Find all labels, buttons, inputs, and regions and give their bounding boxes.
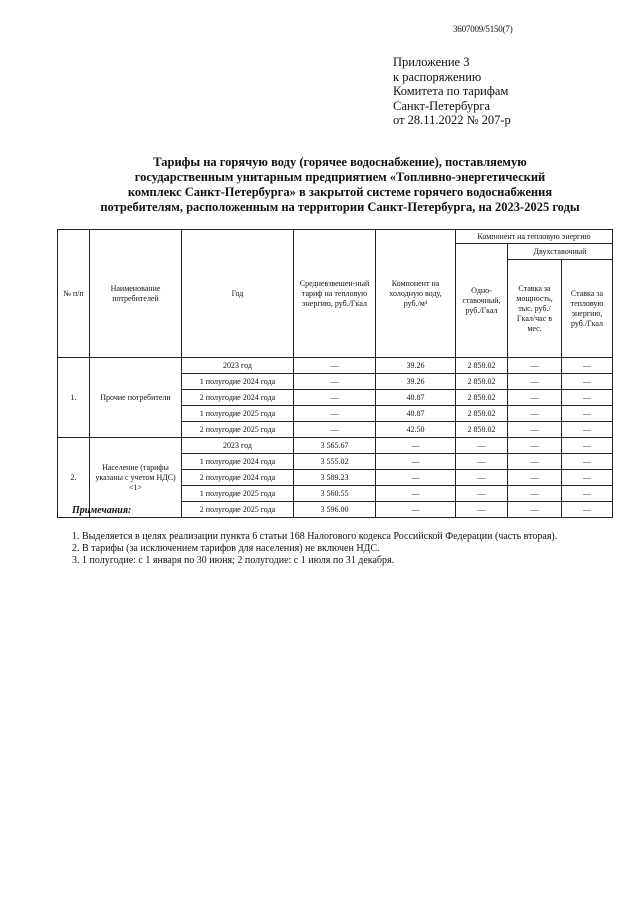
cell-one-rate: —: [456, 438, 508, 454]
header-two-rate-group: Двухставочный: [508, 244, 613, 260]
cell-one-rate: 2 850.02: [456, 406, 508, 422]
cell-year: 2 полугодие 2025 года: [182, 502, 294, 518]
note-item: 2. В тарифы (за исключением тарифов для населения) не включен НДС.: [72, 543, 380, 554]
cell-one-rate: 2 850.02: [456, 374, 508, 390]
cell-consumer-name: Население (тарифы указаны с учетом НДС) <1>: [90, 438, 182, 518]
cell-avg-tariff: —: [294, 358, 376, 374]
cell-power-rate: —: [508, 486, 562, 502]
cell-energy-rate: —: [562, 502, 613, 518]
cell-avg-tariff: 3 555.02: [294, 454, 376, 470]
cell-one-rate: —: [456, 470, 508, 486]
cell-num: 1.: [58, 358, 90, 438]
cell-cold-water: 39.26: [376, 358, 456, 374]
cell-energy-rate: —: [562, 358, 613, 374]
cell-avg-tariff: —: [294, 374, 376, 390]
tariffs-table: [57, 229, 613, 518]
cell-cold-water: —: [376, 486, 456, 502]
cell-one-rate: —: [456, 502, 508, 518]
cell-cold-water: —: [376, 454, 456, 470]
cell-power-rate: —: [508, 358, 562, 374]
cell-one-rate: —: [456, 454, 508, 470]
cell-avg-tariff: 3 560.55: [294, 486, 376, 502]
cell-power-rate: —: [508, 454, 562, 470]
cell-power-rate: —: [508, 438, 562, 454]
cell-cold-water: 39.26: [376, 374, 456, 390]
title-line: комплекс Санкт-Петербурга» в закрытой системе горячего водоснабжения: [127, 185, 553, 199]
cell-year: 2 полугодие 2025 года: [182, 422, 294, 438]
cell-one-rate: 2 850.02: [456, 358, 508, 374]
cell-power-rate: —: [508, 502, 562, 518]
table-body: [58, 358, 613, 518]
cell-num: 2.: [58, 438, 90, 518]
cell-power-rate: —: [508, 422, 562, 438]
cell-avg-tariff: 3 565.67: [294, 438, 376, 454]
header-name: Наименование потребителей: [90, 230, 182, 358]
cell-energy-rate: —: [562, 374, 613, 390]
note-item: 3. 1 полугодие: с 1 января по 30 июня; 2 полугодие: с 1 июля по 31 декабря.: [72, 555, 395, 566]
cell-energy-rate: —: [562, 438, 613, 454]
title-line: государственным унитарным предприятием «Топливно-энергетический: [134, 170, 546, 184]
header-power-rate: Ставка за мощность, тыс. руб./Гкал/час в мес.: [508, 260, 562, 358]
cell-energy-rate: —: [562, 486, 613, 502]
document-number: 3607009/5150(7): [453, 24, 513, 34]
table-row: [58, 358, 613, 374]
header-num: № п/п: [58, 230, 90, 358]
appendix-line: Приложение 3: [393, 55, 470, 69]
cell-year: 2 полугодие 2024 года: [182, 470, 294, 486]
cell-power-rate: —: [508, 374, 562, 390]
appendix-line: к распоряжению: [393, 69, 482, 84]
cell-consumer-name: Прочие потребители: [90, 358, 182, 438]
header-energy-rate: Ставка за тепловую энергию, руб./Гкал: [562, 260, 613, 358]
note-item: 1. Выделяется в целях реализации пункта 6 статьи 168 Налогового кодекса Российской Федерации (часть вторая).: [72, 531, 558, 542]
header-one-rate: Одно-ставочный, руб./Гкал: [456, 244, 508, 358]
cell-one-rate: 2 850.02: [456, 390, 508, 406]
header-cold-unit: руб./м³: [403, 298, 428, 308]
notes-list: [72, 531, 557, 567]
cell-energy-rate: —: [562, 406, 613, 422]
appendix-block: [393, 55, 511, 128]
cell-avg-tariff: —: [294, 422, 376, 438]
cell-cold-water: 40.87: [376, 390, 456, 406]
cell-avg-tariff: —: [294, 390, 376, 406]
cell-year: 1 полугодие 2025 года: [182, 406, 294, 422]
cell-year: 2023 год: [182, 358, 294, 374]
cell-power-rate: —: [508, 390, 562, 406]
title-line: Тарифы на горячую воду (горячее водоснабжение), поставляемую: [153, 155, 527, 169]
cell-one-rate: 2 850.02: [456, 422, 508, 438]
cell-power-rate: —: [508, 406, 562, 422]
cell-energy-rate: —: [562, 470, 613, 486]
header-cold-water: [376, 230, 456, 358]
cell-power-rate: —: [508, 470, 562, 486]
cell-year: 2023 год: [182, 438, 294, 454]
header-avg-tariff: Средневзвешен-ный тариф на тепловую энергию, руб./Гкал: [294, 230, 376, 358]
cell-cold-water: —: [376, 502, 456, 518]
cell-energy-rate: —: [562, 422, 613, 438]
cell-cold-water: 42.50: [376, 422, 456, 438]
appendix-line: от 28.11.2022 № 207-р: [393, 113, 511, 127]
cell-cold-water: —: [376, 438, 456, 454]
cell-one-rate: —: [456, 486, 508, 502]
table-row: [58, 438, 613, 454]
appendix-line: Комитета по тарифам: [393, 84, 509, 98]
cell-avg-tariff: —: [294, 406, 376, 422]
cell-energy-rate: —: [562, 454, 613, 470]
cell-year: 1 полугодие 2024 года: [182, 374, 294, 390]
cell-avg-tariff: 3 596.00: [294, 502, 376, 518]
header-heat-group: Компонент на тепловую энергию: [456, 230, 613, 244]
cell-energy-rate: —: [562, 390, 613, 406]
cell-cold-water: 40.87: [376, 406, 456, 422]
notes-title: Примечания:: [72, 505, 132, 516]
cell-year: 2 полугодие 2024 года: [182, 390, 294, 406]
appendix-line: Санкт-Петербурга: [393, 98, 491, 113]
document-title: [60, 155, 620, 215]
cell-year: 1 полугодие 2024 года: [182, 454, 294, 470]
cell-year: 1 полугодие 2025 года: [182, 486, 294, 502]
header-year: Год: [182, 230, 294, 358]
title-line: потребителям, расположенным на территории Санкт-Петербурга, на 2023-2025 годы: [100, 200, 580, 214]
cell-cold-water: —: [376, 470, 456, 486]
header-cold-label: Компонент на холодную воду,: [389, 278, 442, 298]
cell-avg-tariff: 3 589.23: [294, 470, 376, 486]
